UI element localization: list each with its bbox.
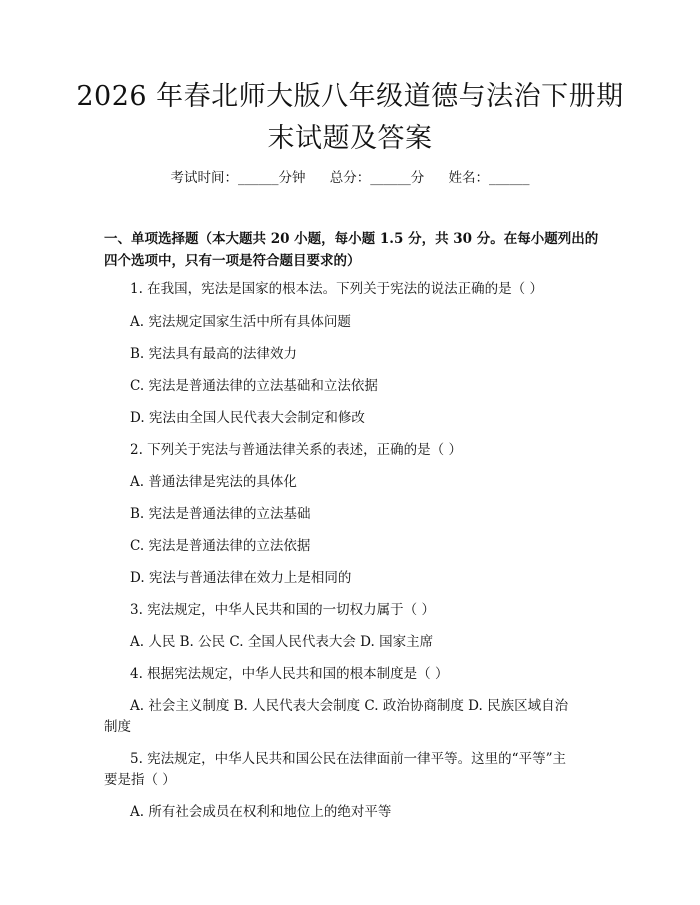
question-5-option-a: A. 所有社会成员在权利和地位上的绝对平等 — [130, 804, 392, 820]
question-2-option-b: B. 宪法是普通法律的立法基础 — [130, 506, 311, 522]
title-line-2: 末试题及答案 — [267, 123, 433, 154]
exam-time-field: 考试时间：______分钟 — [170, 170, 306, 186]
question-1-option-b: B. 宪法具有最高的法律效力 — [130, 346, 298, 362]
section-1-heading-line-2: 四个选项中，只有一项是符合题目要求的） — [104, 253, 361, 269]
title-line-1: 2026 年春北师大版八年级道德与法治下册期 — [76, 81, 624, 112]
question-5-stem-line-2: 要是指（ ） — [104, 772, 176, 788]
section-1-heading-line-1: 一、单项选择题（本大题共 20 小题，每小题 1.5 分，共 30 分。在每小题列出的 — [104, 231, 599, 247]
section-1-heading — [104, 228, 604, 272]
question-3-options: A. 人民 B. 公民 C. 全国人民代表大会 D. 国家主席 — [130, 634, 434, 650]
question-1-option-d: D. 宪法由全国人民代表大会制定和修改 — [130, 410, 365, 426]
document-title — [60, 76, 640, 160]
question-3-stem: 3. 宪法规定，中华人民共和国的一切权力属于（ ） — [130, 602, 435, 618]
question-1-option-a: A. 宪法规定国家生活中所有具体问题 — [130, 314, 351, 330]
question-1-option-c: C. 宪法是普通法律的立法基础和立法依据 — [130, 378, 378, 394]
student-name-field: 姓名：______ — [448, 170, 530, 186]
question-5-stem-line-1: 5. 宪法规定，中华人民共和国公民在法律面前一律平等。这里的“平等”主 — [130, 751, 566, 767]
question-2-option-a: A. 普通法律是宪法的具体化 — [130, 474, 297, 490]
question-4-options-line-1: A. 社会主义制度 B. 人民代表大会制度 C. 政治协商制度 D. 民族区域自治 — [130, 698, 569, 714]
question-2-option-d: D. 宪法与普通法律在效力上是相同的 — [130, 570, 352, 586]
exam-info — [0, 168, 700, 188]
question-4-options-line-2: 制度 — [104, 719, 131, 735]
question-1-stem: 1. 在我国，宪法是国家的根本法。下列关于宪法的说法正确的是（ ） — [130, 281, 543, 297]
question-4-stem: 4. 根据宪法规定，中华人民共和国的根本制度是（ ） — [130, 666, 449, 682]
question-2-stem: 2. 下列关于宪法与普通法律关系的表述，正确的是（ ） — [130, 442, 462, 458]
total-score-field: 总分：______分 — [329, 170, 425, 186]
question-2-option-c: C. 宪法是普通法律的立法依据 — [130, 538, 311, 554]
